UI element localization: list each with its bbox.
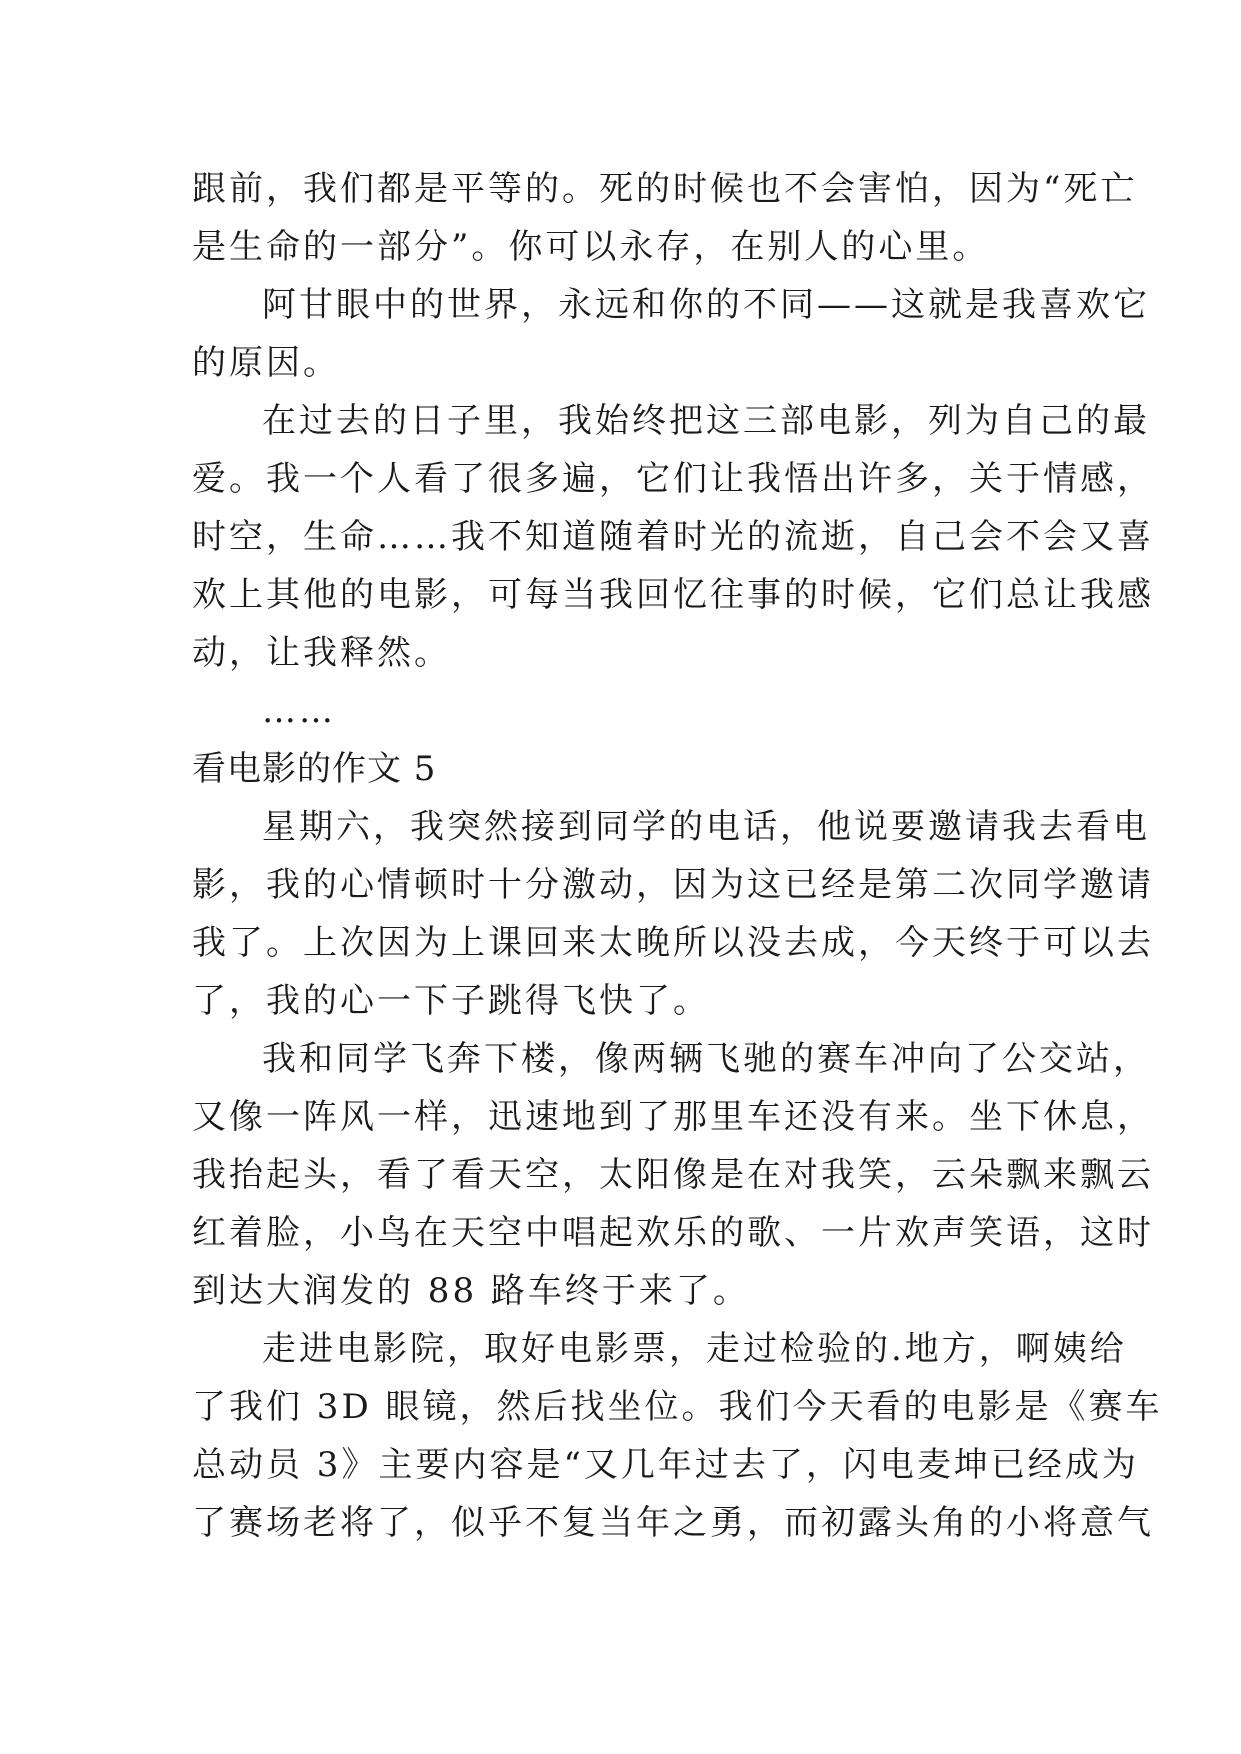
text-line: 我和同学飞奔下楼，像两辆飞驰的赛车冲向了公交站，	[262, 1039, 1150, 1079]
text-line: 到达大润发的 88 路车终于来了。	[192, 1271, 750, 1311]
text-line: 星期六，我突然接到同学的电话，他说要邀请我去看电	[262, 807, 1150, 847]
text-line: 欢上其他的电影，可每当我回忆往事的时候，它们总让我感	[192, 575, 1154, 615]
text-line: 了我们 3D 眼镜，然后找坐位。我们今天看的电影是《赛车	[192, 1387, 1163, 1427]
text-line: 影，我的心情顿时十分激动，因为这已经是第二次同学邀请	[192, 865, 1154, 905]
text-line: 在过去的日子里，我始终把这三部电影，列为自己的最	[262, 401, 1150, 441]
text-line: 总动员 3》主要内容是“又几年过去了，闪电麦坤已经成为	[192, 1445, 1139, 1485]
text-line: 动，让我释然。	[192, 633, 451, 673]
text-line: 阿甘眼中的世界，永远和你的不同——这就是我喜欢它	[262, 285, 1150, 325]
text-line: 我抬起头，看了看天空，太阳像是在对我笑，云朵飘来飘云	[192, 1155, 1154, 1195]
text-line: 走进电影院，取好电影票，走过检验的.地方，啊姨给	[262, 1329, 1127, 1369]
text-line: 红着脸，小鸟在天空中唱起欢乐的歌、一片欢声笑语，这时	[192, 1213, 1154, 1253]
document-body	[192, 160, 1163, 1552]
section-heading: 看电影的作文 5	[192, 749, 437, 789]
text-line: 跟前，我们都是平等的。死的时候也不会害怕，因为“死亡	[192, 169, 1138, 209]
text-line: ……	[262, 691, 336, 731]
text-line: 了，我的心一下子跳得飞快了。	[192, 981, 710, 1021]
text-line: 又像一阵风一样，迅速地到了那里车还没有来。坐下休息，	[192, 1097, 1154, 1137]
text-line: 时空，生命……我不知道随着时光的流逝，自己会不会又喜	[192, 517, 1154, 557]
text-line: 了赛场老将了，似乎不复当年之勇，而初露头角的小将意气	[192, 1503, 1154, 1543]
text-line: 是生命的一部分”。你可以永存，在别人的心里。	[192, 227, 990, 267]
text-line: 的原因。	[192, 343, 340, 383]
text-line: 爱。我一个人看了很多遍，它们让我悟出许多，关于情感，	[192, 459, 1154, 499]
text-line: 我了。上次因为上课回来太晚所以没去成，今天终于可以去	[192, 923, 1154, 963]
